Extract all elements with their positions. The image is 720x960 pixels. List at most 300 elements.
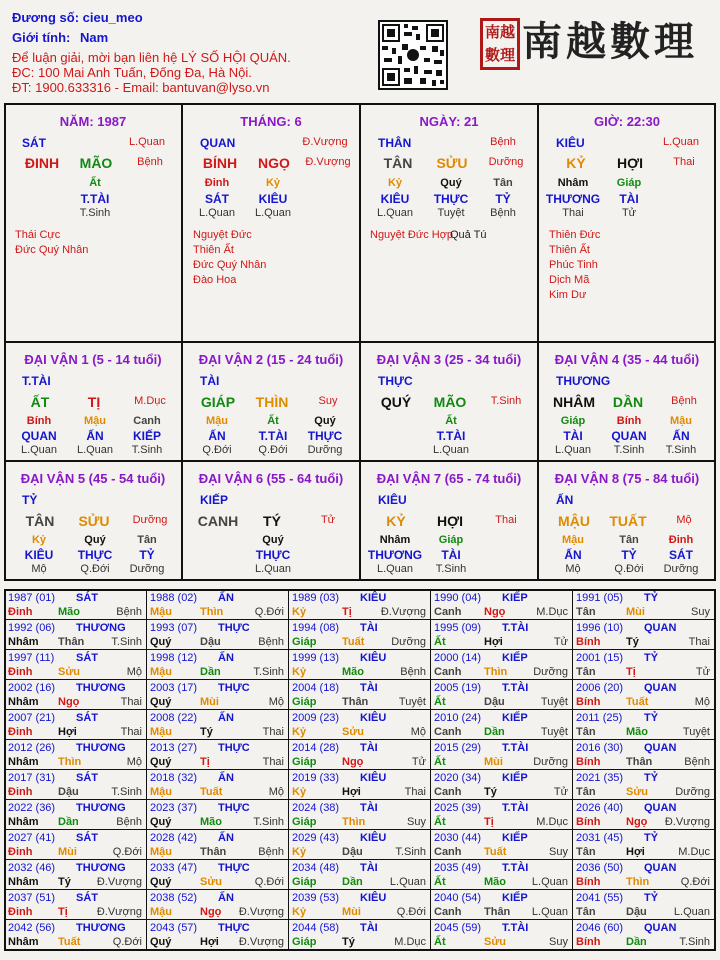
earth-branch: TÝ (263, 513, 281, 529)
hidden-stem: Giáp (616, 177, 642, 189)
heaven-stem: ĐINH (24, 155, 60, 171)
year-branch: Mùi (58, 846, 77, 858)
year-stage: Bệnh (258, 636, 284, 648)
year-stage: Bệnh (258, 846, 284, 858)
year-branch: Mão (342, 666, 364, 678)
spirit-star: Thiên Đức (549, 229, 601, 241)
year-branch: Ngọ (58, 696, 80, 708)
hidden-star: L.Quan (554, 444, 592, 456)
year-label: 2037 (51) (8, 892, 56, 904)
hidden-star: Tuyệt (437, 207, 465, 219)
year-stage: Tuyệt (540, 696, 568, 708)
earth-branch: HỢI (437, 513, 463, 529)
hidden-star: Thai (562, 207, 584, 219)
year-stem: Nhâm (8, 696, 39, 708)
year-stage: Q.Đới (254, 606, 284, 618)
year-branch: Dần (626, 936, 647, 948)
year-cell (574, 651, 714, 679)
hidden-star: L.Quan (376, 207, 414, 219)
spirit-star: Phúc Tinh (549, 259, 598, 271)
year-stage: Bệnh (684, 756, 710, 768)
year-label: 2025 (39) (434, 802, 482, 814)
year-cell (574, 891, 714, 919)
year-stage: Tuyệt (540, 726, 568, 738)
hidden-stem: Quý (262, 534, 284, 546)
heaven-stem: KỶ (386, 513, 406, 529)
hidden-stem: Giáp (438, 534, 464, 546)
year-ten-god: KIẾP (502, 652, 528, 664)
year-branch: Hợi (200, 936, 219, 948)
year-branch: Mão (58, 606, 80, 618)
year-stem: Quý (150, 816, 172, 828)
year-label: 2010 (24) (434, 712, 482, 724)
year-stem: Đinh (8, 606, 33, 618)
ten-god: T.TÀI (22, 374, 51, 388)
hidden-god: THỰC (255, 548, 291, 562)
hidden-star: Dưỡng (307, 444, 343, 456)
year-cell (148, 771, 288, 799)
year-label: 2020 (34) (434, 772, 482, 784)
row-divider (4, 889, 716, 890)
year-cell (290, 891, 430, 919)
year-cell (148, 861, 288, 889)
year-branch: Mão (484, 876, 506, 888)
year-label: 2017 (31) (8, 772, 56, 784)
year-branch: Dậu (626, 906, 647, 918)
year-stem: Đinh (8, 786, 33, 798)
hidden-stem: Bính (26, 415, 52, 427)
year-stem: Kỷ (292, 846, 307, 858)
branch-stage: Mộ (676, 514, 692, 526)
year-label: 2039 (53) (292, 892, 340, 904)
branch-stage: Bệnh (137, 156, 163, 168)
year-label: 2018 (32) (150, 772, 198, 784)
year-branch: Ngọ (342, 756, 364, 768)
year-stage: Tử (411, 756, 426, 768)
year-label: 2031 (45) (576, 832, 624, 844)
year-stage: M.Dục (394, 936, 426, 948)
year-stem: Giáp (292, 756, 317, 768)
year-cell (148, 621, 288, 649)
year-stage: Mộ (126, 756, 142, 768)
gender-line (12, 30, 108, 45)
hidden-god: QUAN (611, 429, 647, 443)
year-branch: Mão (200, 816, 222, 828)
year-label: 2012 (26) (8, 742, 56, 754)
hidden-god: ẤN (564, 548, 582, 562)
hidden-god: THƯƠNG (367, 548, 423, 562)
hidden-god: THỰC (307, 429, 343, 443)
pillar-title: NGÀY: 21 (419, 114, 479, 129)
year-stem: Nhâm (8, 876, 39, 888)
year-label: 2033 (47) (150, 862, 198, 874)
year-cell (290, 861, 430, 889)
address-line: ĐC: 100 Mai Anh Tuấn, Đống Đa, Hà Nội. (12, 65, 252, 80)
year-stage: L.Quan (531, 906, 568, 918)
year-cell (290, 771, 430, 799)
hidden-god: ẤN (208, 429, 226, 443)
year-stage: Q.Đới (112, 936, 142, 948)
year-label: 1995 (09) (434, 622, 482, 634)
year-ten-god: TỶ (644, 772, 659, 784)
year-ten-god: T.TÀI (502, 922, 529, 934)
year-stage: Bệnh (400, 666, 426, 678)
year-ten-god: KIÊU (360, 712, 387, 724)
dai-van-title: ĐẠI VẬN 2 (15 - 24 tuổi) (198, 352, 344, 367)
hidden-god: TỶ (495, 192, 511, 206)
year-cell (290, 801, 430, 829)
year-stem: Mậu (150, 786, 172, 798)
hidden-star: L.Quan (432, 444, 470, 456)
earth-branch: NGỌ (258, 155, 290, 171)
heaven-stem: CANH (197, 513, 239, 529)
year-branch: Thân (626, 756, 653, 768)
year-label: 1991 (05) (576, 592, 624, 604)
col-divider (430, 589, 431, 949)
year-branch: Dậu (484, 696, 505, 708)
year-branch: Mão (626, 726, 648, 738)
year-branch: Hợi (342, 786, 361, 798)
year-stem: Kỷ (292, 726, 307, 738)
year-cell (290, 591, 430, 619)
ten-god-top: SÁT (22, 136, 46, 150)
hidden-stem: Nhâm (557, 177, 589, 189)
year-ten-god: SÁT (76, 772, 98, 784)
year-ten-god: QUAN (644, 862, 677, 874)
year-stem: Mậu (150, 726, 172, 738)
year-ten-god: THƯƠNG (76, 922, 126, 934)
year-cell (290, 621, 430, 649)
year-cell (290, 831, 430, 859)
year-cell (574, 921, 714, 949)
year-cell (148, 591, 288, 619)
hidden-stem: Mậu (84, 415, 106, 427)
user-value: cieu_meo (82, 10, 143, 25)
year-branch: Hợi (626, 846, 645, 858)
hidden-god: KIÊU (24, 548, 54, 562)
year-cell (148, 651, 288, 679)
pillar-title: THÁNG: 6 (240, 114, 302, 129)
year-stem: Kỷ (292, 906, 307, 918)
hidden-star: L.Quan (20, 444, 58, 456)
year-stage: Đ.Vượng (96, 876, 142, 888)
year-branch: Tý (200, 726, 213, 738)
year-stem: Quý (150, 936, 172, 948)
hidden-god: TỶ (621, 548, 637, 562)
earth-branch: SỬU (78, 513, 110, 529)
year-ten-god: THỰC (218, 622, 250, 634)
year-cell (574, 591, 714, 619)
branch-stage: Dưỡng (132, 514, 168, 526)
year-stem: Ất (434, 696, 446, 708)
year-cell (574, 831, 714, 859)
year-branch: Dần (342, 876, 363, 888)
ten-god-top: QUAN (200, 136, 236, 150)
year-label: 1989 (03) (292, 592, 340, 604)
hidden-star: Q.Đới (614, 563, 644, 575)
hidden-stem: Tân (619, 534, 639, 546)
year-branch: Tý (342, 936, 355, 948)
spirit-star: Dịch Mã (549, 274, 590, 286)
year-ten-god: T.TÀI (502, 742, 529, 754)
year-stage: L.Quan (673, 906, 710, 918)
dai-van-1 (4, 343, 182, 460)
year-cell (432, 711, 572, 739)
year-cell (290, 921, 430, 949)
year-ten-god: QUAN (644, 802, 677, 814)
year-ten-god: TỶ (644, 652, 659, 664)
phone-email-line: ĐT: 1900.633316 - Email: bantuvan@lyso.vn (12, 80, 270, 95)
year-branch: Sửu (484, 936, 507, 948)
year-stem: Giáp (292, 696, 317, 708)
contact-line-1: Để luận giải, mời bạn liên hệ LÝ SỐ HỘI QUÁN. (12, 50, 291, 65)
year-stage: T.Sinh (395, 846, 426, 858)
pillar-title: GIỜ: 22:30 (593, 114, 660, 129)
year-cell (574, 711, 714, 739)
dai-van-title: ĐẠI VẬN 7 (65 - 74 tuổi) (376, 471, 522, 486)
year-stage: Mộ (410, 726, 426, 738)
qr-code-icon (378, 20, 448, 90)
year-ten-god: THỰC (218, 922, 250, 934)
earth-branch: MÃO (79, 155, 113, 171)
year-branch: Mùi (484, 756, 503, 768)
branch-stage: Suy (318, 395, 338, 407)
year-branch: Thân (484, 906, 511, 918)
year-branch: Thìn (342, 816, 366, 828)
year-stem: Bính (576, 936, 601, 948)
year-stem: Đinh (8, 726, 33, 738)
year-ten-god: QUAN (644, 742, 677, 754)
year-stem: Đinh (8, 846, 33, 858)
spirit-star: Nguyệt Đức (193, 229, 252, 241)
year-stage: Mộ (268, 696, 284, 708)
gender-label: Giới tính: (12, 30, 71, 45)
year-stage: Đ.Vượng (96, 906, 142, 918)
year-stem: Canh (434, 606, 462, 618)
hidden-stem: Mậu (206, 415, 228, 427)
year-stem: Đinh (8, 666, 33, 678)
hidden-stem: Bính (616, 415, 642, 427)
heaven-stem: KỶ (566, 155, 586, 171)
dai-van-title: ĐẠI VẬN 5 (45 - 54 tuổi) (20, 471, 166, 486)
year-stage: Dưỡng (533, 756, 568, 768)
year-cell (574, 801, 714, 829)
year-ten-god: TÀI (360, 682, 378, 694)
hidden-stem: Ất (267, 415, 279, 427)
year-cell (6, 711, 146, 739)
year-cell (148, 681, 288, 709)
branch-stage: Tử (320, 514, 336, 526)
year-ten-god: TỶ (644, 712, 659, 724)
year-stage: Thai (404, 786, 426, 798)
hidden-god: TÀI (441, 548, 461, 562)
year-stage: Suy (691, 606, 710, 618)
year-cell (432, 591, 572, 619)
dai-van-6 (182, 462, 360, 579)
year-cell (290, 681, 430, 709)
year-label: 1992 (06) (8, 622, 56, 634)
spirit-star: Đức Quý Nhân (193, 259, 267, 271)
ten-god: TỶ (22, 493, 38, 507)
row-divider (4, 709, 716, 710)
year-ten-god: ẤN (218, 832, 234, 844)
hidden-god: KIÊU (258, 192, 288, 206)
year-label: 2019 (33) (292, 772, 340, 784)
year-label: 2004 (18) (292, 682, 340, 694)
year-branch: Tị (626, 666, 636, 678)
hidden-stem: Quý (440, 177, 462, 189)
year-ten-god: ẤN (218, 892, 234, 904)
dai-van-4 (538, 343, 716, 460)
hidden-star: Dưỡng (663, 563, 699, 575)
hidden-stem: Mậu (670, 415, 692, 427)
year-stage: L.Quan (389, 876, 426, 888)
row-divider (4, 829, 716, 830)
year-stem: Mậu (150, 906, 172, 918)
year-branch: Tuất (200, 786, 223, 798)
spirit-star: Đức Quý Nhân (15, 244, 89, 256)
hidden-star: Bệnh (490, 207, 516, 219)
year-cell (432, 861, 572, 889)
hidden-god: SÁT (205, 192, 229, 206)
spirit-star: Thiên Ất (549, 244, 590, 256)
year-stem: Kỷ (292, 666, 307, 678)
year-label: 2021 (35) (576, 772, 624, 784)
year-branch: Dậu (342, 846, 363, 858)
year-stem: Ất (434, 816, 446, 828)
year-ten-god: THỰC (218, 742, 250, 754)
year-ten-god: T.TÀI (502, 862, 529, 874)
year-cell (6, 651, 146, 679)
year-stage: Tử (695, 666, 710, 678)
year-stem: Tân (576, 906, 596, 918)
year-ten-god: ẤN (218, 712, 234, 724)
year-ten-god: TÀI (360, 802, 378, 814)
hidden-star: T.Sinh (79, 207, 111, 219)
pillar-2 (360, 103, 538, 341)
year-branch: Thân (342, 696, 369, 708)
year-ten-god: THƯƠNG (76, 622, 126, 634)
row-divider (4, 739, 716, 740)
year-stem: Đinh (8, 906, 33, 918)
hidden-star: Q.Đới (202, 444, 232, 456)
dai-van-title: ĐẠI VẬN 8 (75 - 84 tuổi) (554, 471, 700, 486)
year-label: 2043 (57) (150, 922, 198, 934)
hidden-star: Mộ (31, 563, 47, 575)
year-cell (148, 891, 288, 919)
spirit-star: Đào Hoa (193, 274, 237, 286)
earth-branch: HỢI (617, 155, 643, 171)
year-stem: Nhâm (8, 816, 39, 828)
dai-van-title: ĐẠI VẬN 4 (35 - 44 tuổi) (554, 352, 700, 367)
year-ten-god: KIẾP (502, 892, 528, 904)
year-stem: Canh (434, 846, 462, 858)
year-label: 2030 (44) (434, 832, 482, 844)
heaven-stem: MẬU (558, 513, 590, 529)
year-branch: Sửu (200, 876, 223, 888)
year-cell (148, 801, 288, 829)
hidden-god: KIÊU (380, 192, 410, 206)
year-branch: Tuất (484, 846, 507, 858)
year-ten-god: SÁT (76, 652, 98, 664)
year-stem: Giáp (292, 816, 317, 828)
user-label: Đương số: (12, 10, 80, 25)
year-ten-god: KIẾP (502, 832, 528, 844)
year-stem: Ất (434, 936, 446, 948)
spirit-star: Nguyệt Đức Hợp (370, 229, 454, 241)
year-branch: Tuất (58, 936, 81, 948)
year-branch: Tuất (342, 636, 365, 648)
year-cell (290, 741, 430, 769)
hidden-god: THỰC (433, 192, 469, 206)
year-cell (6, 621, 146, 649)
ten-god: ẤN (556, 493, 574, 507)
year-label: 1996 (10) (576, 622, 624, 634)
year-stage: Thai (688, 636, 710, 648)
pillar-title: NĂM: 1987 (59, 114, 127, 129)
hidden-star: T.Sinh (435, 563, 467, 575)
year-ten-god: THỰC (218, 802, 250, 814)
year-label: 2046 (60) (576, 922, 624, 934)
year-stage: Suy (407, 816, 426, 828)
year-stage: Dưỡng (675, 786, 710, 798)
hidden-god: T.TÀI (80, 192, 110, 206)
row-divider (4, 769, 716, 770)
year-stem: Ất (434, 636, 446, 648)
hidden-star: L.Quan (254, 207, 292, 219)
year-ten-god: T.TÀI (502, 682, 529, 694)
year-branch: Thân (200, 846, 227, 858)
year-label: 2006 (20) (576, 682, 624, 694)
stage-top: Bệnh (490, 136, 516, 148)
year-stage: Tuyệt (682, 726, 710, 738)
year-ten-god: KIÊU (360, 652, 387, 664)
year-cell (432, 651, 572, 679)
year-ten-god: ẤN (218, 772, 234, 784)
year-branch: Ngọ (200, 906, 222, 918)
year-stage: Suy (549, 936, 568, 948)
dai-van-7 (360, 462, 538, 579)
year-branch: Tị (200, 756, 210, 768)
year-branch: Hợi (58, 726, 77, 738)
dai-van-5 (4, 462, 182, 579)
year-cell (432, 831, 572, 859)
earth-branch: DẦN (612, 394, 644, 410)
year-ten-god: KIẾP (502, 712, 528, 724)
spirit-star: Thái Cực (15, 229, 61, 241)
year-label: 2005 (19) (434, 682, 482, 694)
year-ten-god: KIẾP (502, 772, 528, 784)
year-stem: Giáp (292, 876, 317, 888)
branch-stage: Thai (673, 156, 695, 168)
year-label: 1990 (04) (434, 592, 482, 604)
year-label: 1988 (02) (150, 592, 198, 604)
year-ten-god: SÁT (76, 892, 98, 904)
year-stem: Canh (434, 666, 462, 678)
year-stage: Bệnh (116, 816, 142, 828)
pillar-1 (182, 103, 360, 341)
year-stage: Q.Đới (396, 906, 426, 918)
year-stage: Đ.Vượng (238, 906, 284, 918)
year-ten-god: KIÊU (360, 832, 387, 844)
year-cell (148, 711, 288, 739)
hidden-god: THỰC (77, 548, 113, 562)
header (0, 0, 720, 100)
dai-van-title: ĐẠI VẬN 6 (55 - 64 tuổi) (198, 471, 344, 486)
ten-god: KIÊU (378, 493, 407, 507)
year-stem: Kỷ (292, 786, 307, 798)
hidden-stem: Quý (84, 534, 106, 546)
